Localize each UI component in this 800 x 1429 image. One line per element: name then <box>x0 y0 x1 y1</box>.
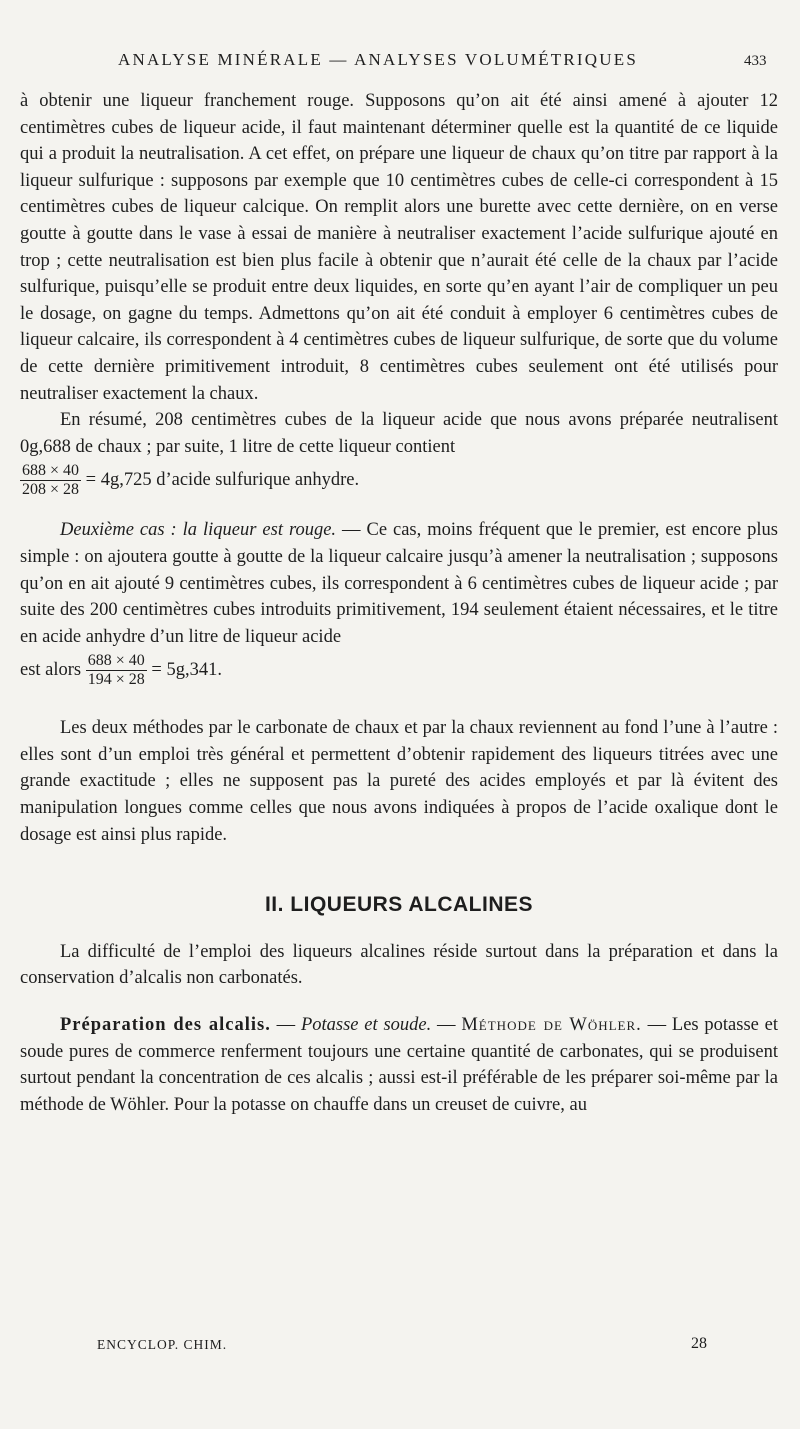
paragraph-4: Les deux méthodes par le carbonate de chaux et par la chaux reviennent au fond l’une à l’autre : elles sont d’un emploi très général et permettent d’obtenir rapidement des liqueurs titrées avec une grande exactitude ; elles ne supposent pas la pureté des acides employés et par là évitent des manipulation longues comme celles que nous avons indiquées à propos de l’acide oxalique dont le dosage est ainsi plus rapide. <box>20 718 778 845</box>
paragraph-6-dash-1: — <box>270 1015 301 1036</box>
formula-2-prefix: est alors <box>20 660 82 681</box>
footer-signature: ENCYCLOP. CHIM. <box>97 1337 228 1352</box>
fraction-2 <box>86 652 147 689</box>
formula-2 <box>20 652 778 689</box>
fraction-1-denominator: 208 × 28 <box>22 481 80 499</box>
paragraph-6-heading: Préparation des alcalis. <box>60 1015 271 1036</box>
paragraph-6-text: — Les potasse et soude pures de commerce renferment toujours une certaine quantité de carbonates, qui se produisent surtout pendant la concentration de ces alcalis ; aussi est-il préférable de les préparer soi-même par la méthode de Wöhler. Pour la potasse on chauffe dans un creuset de cuivre, au <box>20 1015 779 1115</box>
paragraph-2: En résumé, 208 centimètres cubes de la liqueur acide que nous avons préparée neutralisent 0g,688 de chaux ; par suite, 1 litre de cette liqueur contient <box>20 410 778 457</box>
section-title: II. LIQUEURS ALCALINES <box>264 893 534 917</box>
running-header: ANALYSE MINÉRALE — ANALYSES VOLUMÉTRIQUES <box>118 50 638 69</box>
footer-sheet-number: 28 <box>691 1335 707 1352</box>
formula-2-result: = 5g,341. <box>151 660 222 681</box>
formula-1 <box>20 462 778 499</box>
page-number: 433 <box>744 53 767 69</box>
paragraph-6 <box>20 1012 778 1118</box>
fraction-1-numerator: 688 × 40 <box>22 462 80 480</box>
formula-1-result: = 4g,725 d’acide sulfurique anhydre. <box>85 470 360 491</box>
paragraph-6-italic: Potasse et soude. <box>300 1015 432 1036</box>
paragraph-3 <box>20 517 778 650</box>
paragraph-6-method: Méthode de Wöhler. <box>461 1015 642 1036</box>
paragraph-6-dash-2: — <box>431 1015 462 1036</box>
paragraph-5: La difficulté de l’emploi des liqueurs alcalines réside surtout dans la préparation et dans la conservation d’alcalis non carbonatés. <box>20 941 778 989</box>
fraction-2-denominator: 194 × 28 <box>87 671 145 689</box>
paragraph-3-text: — Ce cas, moins fréquent que le premier, est encore plus simple : on ajoutera goutte à goutte de la liqueur calcaire jusqu’à amener la neutralisation ; supposons qu’on en ait ajouté 9 centimètres cubes, ils correspondent à 6 centimètres cubes de liqueur acide ; par suite des 200 centimètres cubes introduits primitivement, 194 seulement étaient nécessaires, et le titre en acide anhydre d’un litre de liqueur acide <box>20 520 778 647</box>
body-text <box>20 88 778 1118</box>
paragraph-1: à obtenir une liqueur franchement rouge. Supposons qu’on ait été ainsi amené à ajouter 12 centimètres cubes de liqueur acide, il faut maintenant déterminer quelle est la quantité de ce liquide qui a produit la neutralisation. A cet effet, on prépare une liqueur de chaux qu’on titre par rapport à la liqueur sulfurique : supposons par exemple que 10 centimètres cubes de celle-ci correspondent à 15 centimètres cubes de liqueur calcique. On remplit alors une burette avec cette dernière, on en verse goutte à goutte dans le vase à essai de manière à neutraliser exactement l’acide sulfurique ajouté en trop ; cette neutralisation est bien plus facile à obtenir que n’aurait été celle de la chaux par l’acide sulfurique, puisqu’elle se produit entre deux liquides, en sorte qu’en ayant l’air de compliquer un peu le dosage, on gagne du temps. Admettons qu’on ait été conduit à employer 6 centimètres cubes de liqueur calcaire, ils correspondent à 4 centimètres cubes de liqueur sulfurique, de sorte que du volume de cette dernière primitivement introduit, 8 centimètres cubes seulement ont été utilisés pour neutraliser exactement la chaux. <box>20 91 778 404</box>
fraction-1 <box>20 462 81 499</box>
fraction-2-numerator: 688 × 40 <box>87 652 145 670</box>
paragraph-3-italic: Deuxième cas : la liqueur est rouge. <box>60 520 337 541</box>
